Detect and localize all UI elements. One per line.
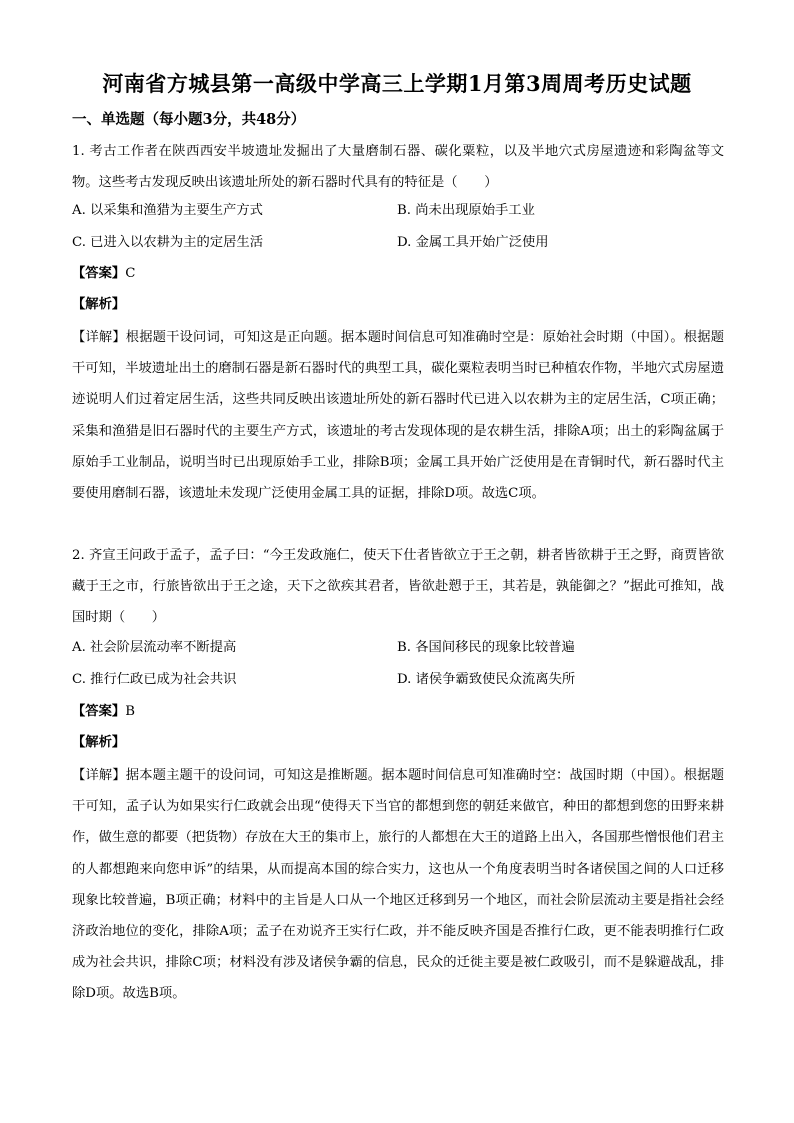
question-1-analysis-label (72, 295, 125, 315)
question-2-detail (72, 760, 724, 1010)
detail-label: 【详解】 (72, 330, 126, 345)
answer-value: B (125, 704, 135, 719)
question-1-answer (72, 264, 135, 284)
section-heading: 一、单选题（每小题3分，共48分） (72, 111, 306, 128)
question-1-option-a: A. 以采集和渔猎为主要生产方式 (72, 203, 263, 218)
question-2-option-a: A. 社会阶层流动率不断提高 (72, 640, 237, 655)
question-2-option-b: B. 各国间移民的现象比较普遍 (397, 640, 575, 655)
question-2-option-d: D. 诸侯争霸致使民众流离失所 (397, 672, 576, 687)
detail-label: 【详解】 (72, 768, 126, 783)
detail-text: 根据题干设问词，可知这是正向题。据本题时间信息可知准确时空是：原始社会时期（中国）。根据题干可知，半坡遗址出土的磨制石器是新石器时代的典型工具，碳化粟粒表明当时已种植农作物，半地穴式房屋遗迹说明人们过着定居生活，这些共同反映出该遗址所处的新石器时代已进入以农耕为主的定居生活，C项正确；采集和渔猎是旧石器时代的主要生产方式，该遗址的考古发现体现的是农耕生活，排除A项；出土的彩陶盆属于原始手工业制品，说明当时已出现原始手工业，排除B项；金属工具开始广泛使用是在青铜时代，新石器时代主要使用磨制石器，该遗址未发现广泛使用金属工具的证据，排除D项。故选C项。 (72, 330, 724, 502)
question-2-answer (72, 702, 135, 722)
question-2-option-c: C. 推行仁政已成为社会共识 (72, 672, 237, 687)
question-2-analysis-label (72, 733, 125, 753)
question-1-option-d: D. 金属工具开始广泛使用 (397, 235, 549, 250)
question-1-option-c: C. 已进入以农耕为主的定居生活 (72, 235, 264, 250)
analysis-label: 【解析】 (72, 735, 126, 750)
answer-label: 【答案】 (72, 704, 126, 719)
analysis-label: 【解析】 (72, 297, 126, 312)
page-title: 河南省方城县第一高级中学高三上学期1月第3周周考历史试题 (102, 71, 692, 96)
question-1-detail (72, 322, 724, 509)
question-1-option-b: B. 尚未出现原始手工业 (397, 203, 535, 218)
question-1-stem: 1. 考古工作者在陕西西安半坡遗址发掘出了大量磨制石器、碳化粟粒，以及半地穴式房屋遗迹和彩陶盆等文物。这些考古发现反映出该遗址所处的新石器时代具有的特征是（ ） (72, 144, 724, 191)
question-2-stem: 2. 齐宣王问政于孟子，孟子曰：“今王发政施仁，使天下仕者皆欲立于王之朝，耕者皆欲耕于王之野，商贾皆欲藏于王之市，行旅皆欲出于王之途，天下之欲疾其君者，皆欲赴愬于王，其若是，孰能御之？”据此可推知，战国时期（ ） (72, 548, 724, 626)
answer-label: 【答案】 (72, 266, 126, 281)
detail-text: 据本题主题干的设问词，可知这是推断题。据本题时间信息可知准确时空：战国时期（中国）。根据题干可知，孟子认为如果实行仁政就会出现“使得天下当官的都想到您的朝廷来做官，种田的都想到您的田野来耕作，做生意的都要（把货物）存放在大王的集市上，旅行的人都想在大王的道路上出入，各国那些憎恨他们君主的人都想跑来向您申诉”的结果，从而提高本国的综合实力，这也从一个角度表明当时各诸侯国之间的人口迁移现象比较普遍，B项正确；材料中的主旨是人口从一个地区迁移到另一个地区，而社会阶层流动主要是指社会经济政治地位的变化，排除A项；孟子在劝说齐王实行仁政，并不能反映齐国是否推行仁政，更不能表明推行仁政成为社会共识，排除C项；材料没有涉及诸侯争霸的信息，民众的迁徙主要是被仁政吸引，而不是躲避战乱，排除D项。故选B项。 (72, 768, 724, 1002)
answer-value: C (125, 266, 136, 281)
